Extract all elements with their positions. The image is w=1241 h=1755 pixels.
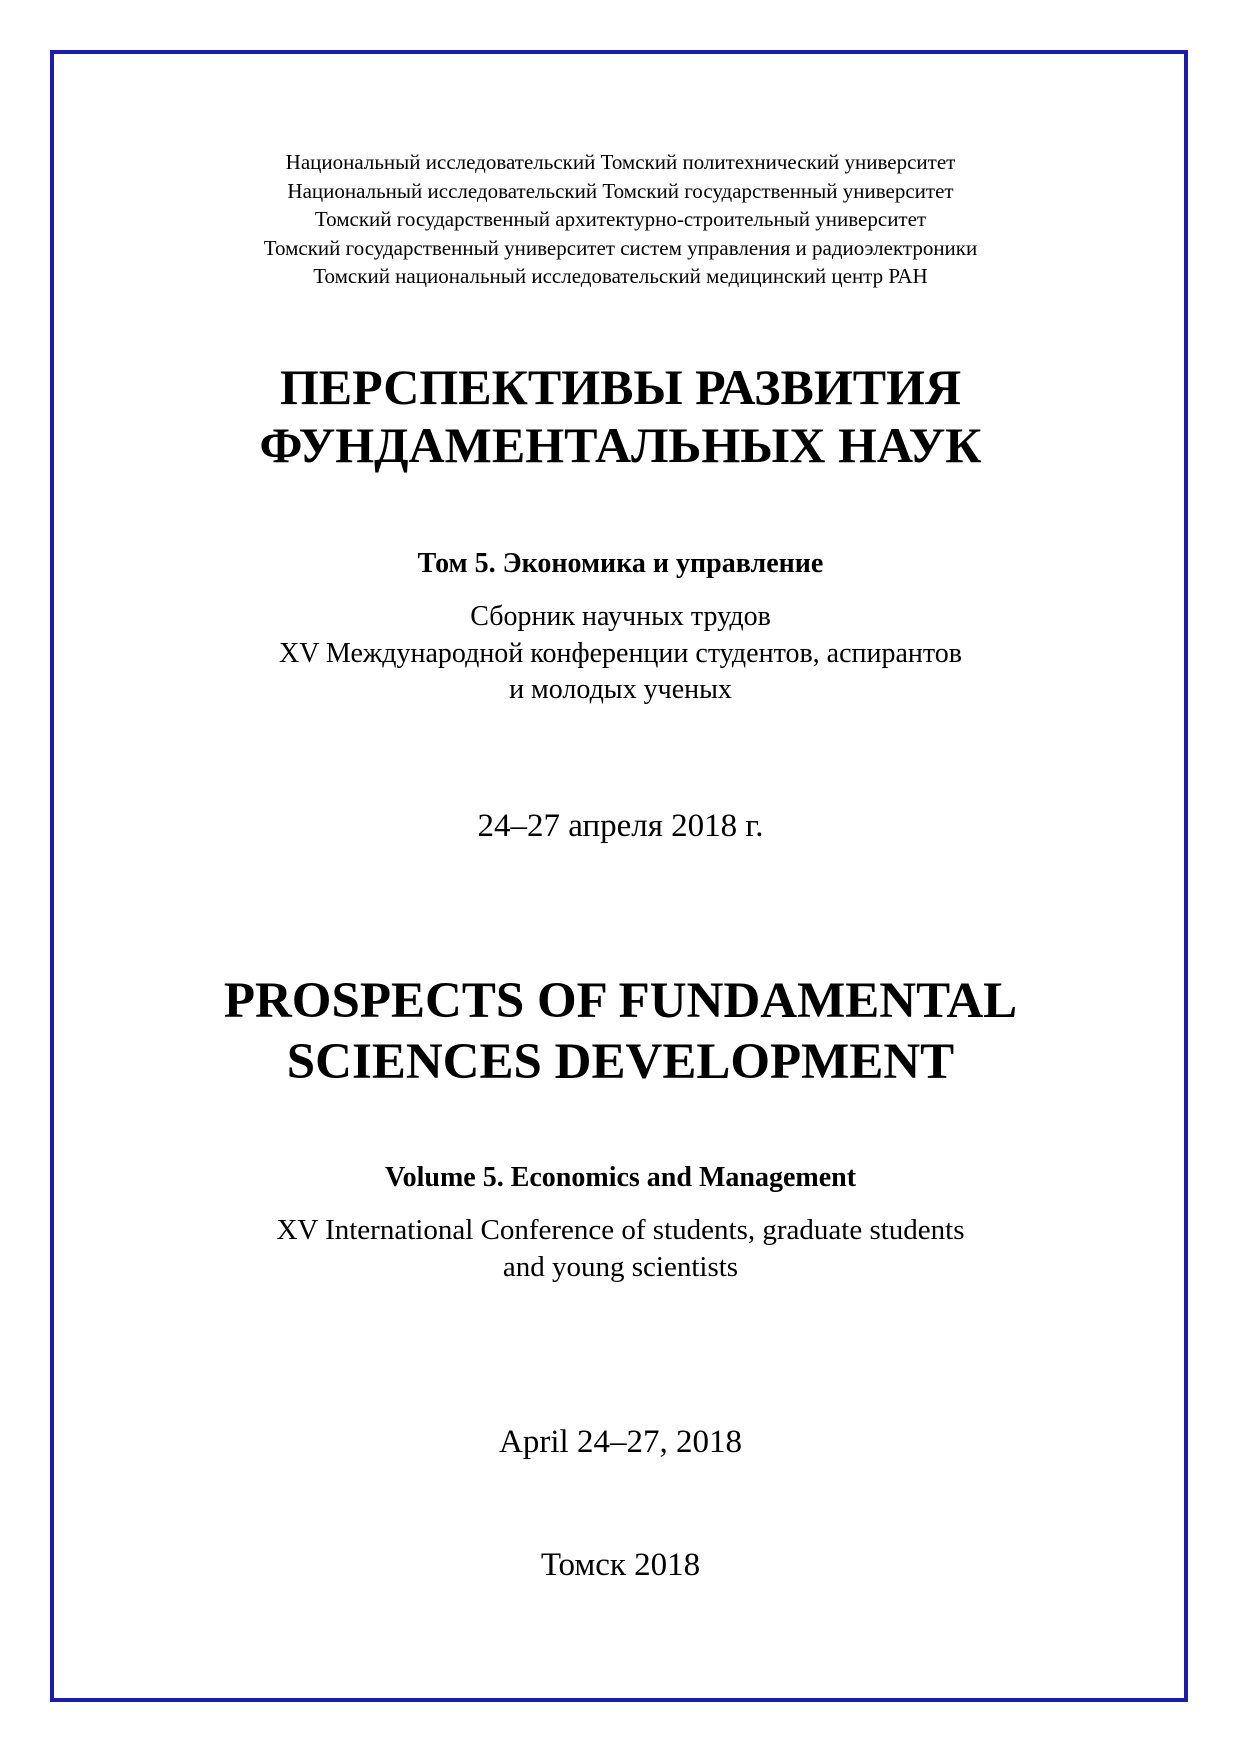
conference-date-russian: 24–27 апреля 2018 г.	[477, 808, 764, 844]
institution-line: Томский государственный университет систем управления и радиоэлектроники	[263, 235, 978, 260]
volume-russian: Том 5. Экономика и управление	[417, 548, 824, 579]
volume-english: Volume 5. Economics and Management	[384, 1162, 857, 1193]
description-english	[0, 1212, 1241, 1286]
description-english-line: XV International Conference of students, graduate students	[276, 1214, 965, 1246]
title-english-line: SCIENCES DEVELOPMENT	[286, 1034, 955, 1090]
description-english-line: and young scientists	[502, 1251, 739, 1283]
institutions-list	[0, 148, 1241, 291]
description-russian-line: XV Международной конференции студентов, аспирантов	[278, 637, 962, 669]
title-russian	[0, 358, 1241, 474]
title-russian-line: ФУНДАМЕНТАЛЬНЫХ НАУК	[259, 417, 982, 473]
imprint-city-year: Томск 2018	[540, 1547, 701, 1583]
title-english-line: PROSPECTS OF FUNDAMENTAL	[223, 973, 1018, 1029]
institution-line: Национальный исследовательский Томский политехнический университет	[285, 150, 956, 174]
title-russian-line: ПЕРСПЕКТИВЫ РАЗВИТИЯ	[279, 359, 962, 415]
institution-line: Томский национальный исследовательский медицинский центр РАН	[313, 264, 928, 288]
conference-date-english: April 24–27, 2018	[499, 1424, 742, 1460]
description-russian	[0, 599, 1241, 709]
description-russian-line: и молодых ученых	[509, 674, 732, 705]
description-russian-line: Сборник научных трудов	[470, 601, 771, 632]
institution-line: Национальный исследовательский Томский государственный университет	[287, 178, 954, 203]
institution-line: Томский государственный архитектурно-строительный университет	[314, 207, 927, 231]
title-english	[0, 971, 1241, 1093]
